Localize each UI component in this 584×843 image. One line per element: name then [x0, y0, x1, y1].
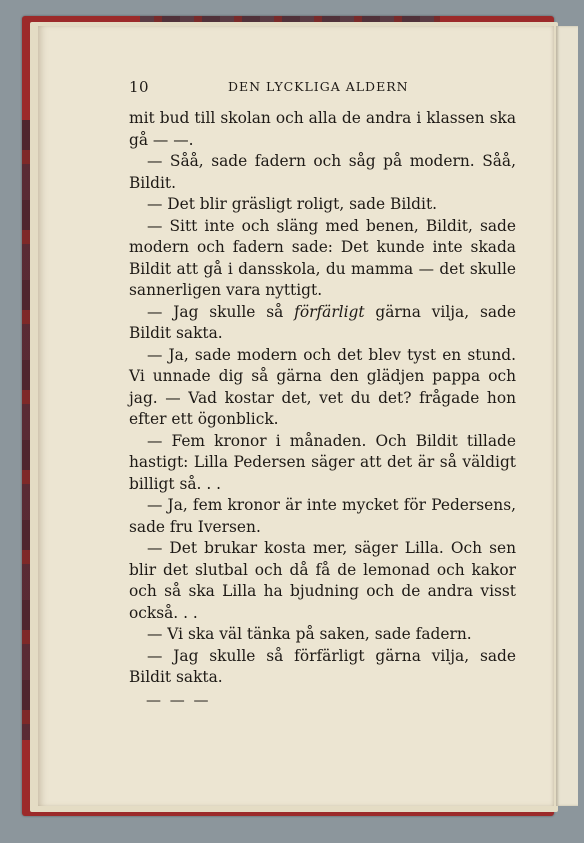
paragraph-text: — Jag skulle så [147, 302, 295, 321]
emphasized-word: förfärligt [294, 302, 365, 321]
page-number: 10 [129, 78, 150, 96]
paragraph: — Fem kronor i månaden. Och Bildit tillade hastigt: Lilla Pedersen säger att det är så väldigt billigt så. . . [129, 431, 516, 493]
cover-pattern-left [22, 120, 30, 740]
paragraph: — Vi ska väl tänka på saken, sade fadern. [147, 625, 472, 643]
paragraph: — Jag skulle så förfärligt gärna vilja, sade Bildit sakta. [129, 646, 516, 686]
paragraph [129, 302, 516, 345]
paragraph: — Sitt inte och släng med benen, Bildit, sade modern och fadern sade: Det kunde inte skada Bildit att gå i dansskola, du mamma — det skulle sannerligen vara nyttigt. [129, 216, 516, 299]
page-right-edge [556, 26, 578, 806]
paragraph: — Såå, sade fadern och såg på modern. Såå, Bildit. [129, 152, 516, 192]
body-text [129, 108, 516, 689]
paragraph-text: gärna vilja, sade Bildit sakta. [129, 302, 516, 342]
paragraph: — Ja, sade modern och det blev tyst en stund. Vi unnade dig så gärna den glädjen pappa och jag. — Vad kostar det, vet du det? frågade hon efter ett ögonblick. [129, 345, 516, 428]
paragraph: — Det brukar kosta mer, säger Lilla. Och sen blir det slutbal och då få de lemonad och kakor och så ska Lilla ha bjudning och de andra visst också. . . [129, 539, 516, 622]
paragraph: — Det blir gräsligt roligt, sade Bildit. [147, 195, 438, 213]
closing-dashes: — — — [146, 691, 211, 709]
paragraph: mit bud till skolan och alla de andra i klassen ska gå — —. [129, 109, 516, 149]
running-head: DEN LYCKLIGA ALDERN [228, 79, 409, 94]
paragraph: — Ja, fem kronor är inte mycket för Pedersens, sade fru Iversen. [129, 496, 516, 536]
